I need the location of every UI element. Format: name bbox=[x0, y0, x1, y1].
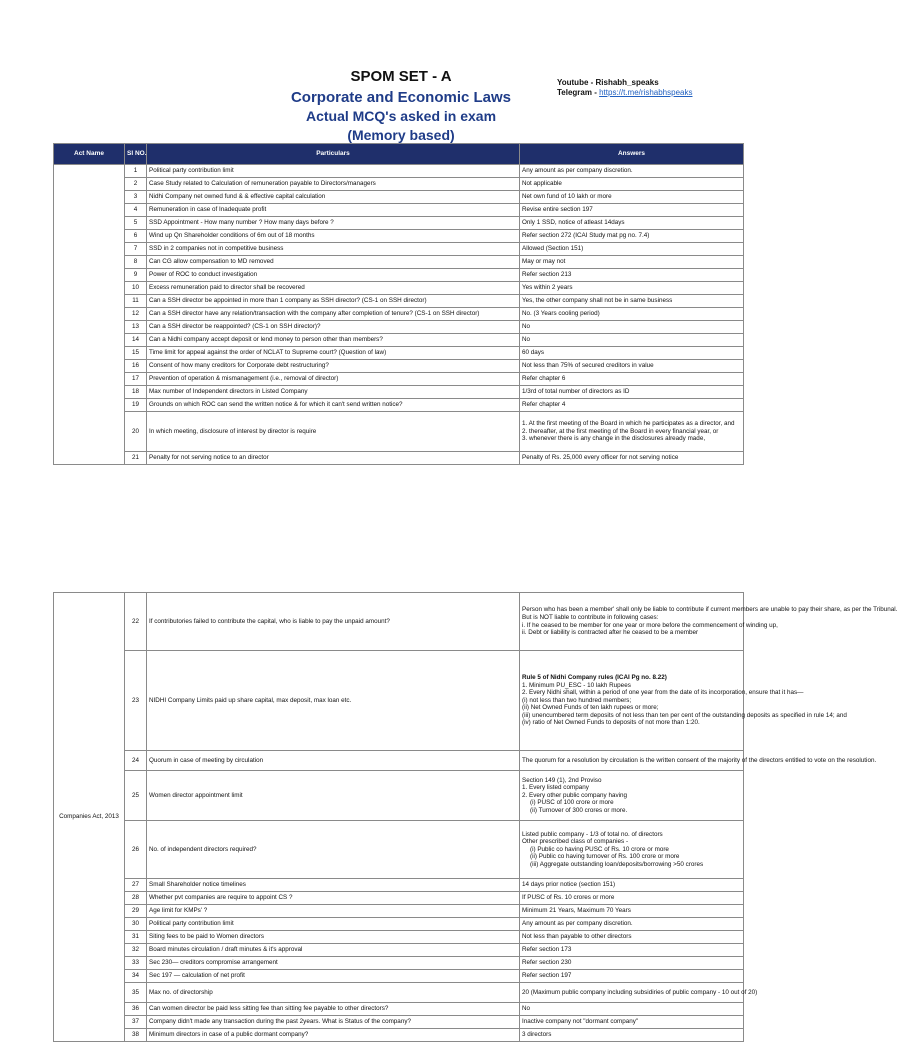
table-row bbox=[54, 452, 744, 465]
serial-number-cell: 36 bbox=[125, 1003, 147, 1016]
answer-cell bbox=[520, 879, 744, 892]
answer-cell bbox=[520, 918, 744, 931]
serial-number-cell: 5 bbox=[125, 217, 147, 230]
question-cell: No. of independent directors required? bbox=[147, 821, 520, 879]
answer-line: Refer section 213 bbox=[522, 271, 572, 279]
answer-line: (i) not less than two hundred members; bbox=[522, 696, 632, 704]
answer-line: 1. Minimum PU_ESC - 10 lakh Rupees bbox=[522, 681, 631, 689]
memory-note: (Memory based) bbox=[347, 127, 455, 143]
table-row bbox=[54, 217, 744, 230]
answer-cell bbox=[520, 944, 744, 957]
answer-cell bbox=[520, 452, 744, 465]
serial-number-cell: 8 bbox=[125, 256, 147, 269]
serial-number-cell: 11 bbox=[125, 295, 147, 308]
answer-line: 20 (Maximum public company including subsidiries of public company - 10 out of 20) bbox=[522, 988, 758, 996]
question-cell: Can women director be paid less sitting fee than sitting fee payable to other directors? bbox=[147, 1003, 520, 1016]
serial-number-cell: 29 bbox=[125, 905, 147, 918]
table-row bbox=[54, 412, 744, 452]
question-cell: Quorum in case of meeting by circulation bbox=[147, 751, 520, 771]
answer-cell bbox=[520, 347, 744, 360]
table-row bbox=[54, 905, 744, 918]
answer-line: Not applicable bbox=[522, 180, 562, 188]
serial-number-cell: 2 bbox=[125, 178, 147, 191]
answer-cell bbox=[520, 593, 897, 651]
question-cell: SSD Appointment - How many number ? How many days before ? bbox=[147, 217, 520, 230]
answer-cell bbox=[520, 230, 744, 243]
question-cell: Consent of how many creditors for Corporate debt restructuring? bbox=[147, 360, 520, 373]
question-cell: Political party contribution limit bbox=[147, 165, 520, 178]
answer-line: Listed public company - 1/3 of total no. of directors bbox=[522, 830, 663, 838]
answer-line: (i) PUSC of 100 crore or more bbox=[530, 799, 614, 807]
serial-number-cell: 14 bbox=[125, 334, 147, 347]
answer-cell bbox=[520, 771, 744, 821]
answer-line: (iii) Aggregate outstanding loan/deposits/borrowing >50 crores bbox=[530, 860, 704, 868]
answer-cell bbox=[520, 360, 744, 373]
serial-number-cell: 37 bbox=[125, 1016, 147, 1029]
answer-cell bbox=[520, 1029, 744, 1042]
serial-number-cell: 16 bbox=[125, 360, 147, 373]
serial-number-cell: 24 bbox=[125, 751, 147, 771]
question-cell: Can a SSH director be reappointed? (CS-1 on SSH director)? bbox=[147, 321, 520, 334]
table-row bbox=[54, 751, 744, 771]
answer-line: 14 days prior notice (section 151) bbox=[522, 881, 616, 889]
serial-number-cell: 23 bbox=[125, 651, 147, 751]
serial-number-cell: 26 bbox=[125, 821, 147, 879]
answer-cell bbox=[520, 334, 744, 347]
question-cell: Prevention of operation & mismanagement (i.e., removal of director) bbox=[147, 373, 520, 386]
question-cell: Siting fees to be paid to Women directors bbox=[147, 931, 520, 944]
answer-line: i. If he ceased to be member for one year or more before the commencement of winding up, bbox=[522, 621, 778, 629]
answer-line: No bbox=[522, 336, 531, 344]
serial-number-cell: 3 bbox=[125, 191, 147, 204]
table-row bbox=[54, 178, 744, 191]
question-cell: Can a Nidhi company accept deposit or lend money to person other than members? bbox=[147, 334, 520, 347]
answer-line: (ii) Public co having turnover of Rs. 100 crore or more bbox=[530, 853, 680, 861]
answer-line: Not less than payable to other directors bbox=[522, 933, 632, 941]
serial-number-cell: 17 bbox=[125, 373, 147, 386]
col-header-particulars: Particulars bbox=[147, 144, 520, 165]
answer-line: Inactive company not "dormant company" bbox=[522, 1018, 639, 1026]
serial-number-cell: 30 bbox=[125, 918, 147, 931]
answer-line: Yes within 2 years bbox=[522, 284, 573, 292]
serial-number-cell: 22 bbox=[125, 593, 147, 651]
answer-cell bbox=[520, 373, 744, 386]
answer-cell bbox=[520, 191, 744, 204]
answer-cell bbox=[520, 321, 744, 334]
table-row bbox=[54, 821, 744, 879]
table-row bbox=[54, 931, 744, 944]
answer-cell bbox=[520, 308, 744, 321]
table-row bbox=[54, 308, 744, 321]
answer-cell bbox=[520, 1003, 744, 1016]
serial-number-cell: 1 bbox=[125, 165, 147, 178]
answer-line: 1. Every listed company bbox=[522, 784, 589, 792]
table-row bbox=[54, 651, 744, 751]
table-row bbox=[54, 256, 744, 269]
serial-number-cell: 35 bbox=[125, 983, 147, 1003]
answer-cell bbox=[520, 165, 744, 178]
answer-line: The quorum for a resolution by circulation is the written consent of the majority of the directors entitled to vote on the resolution. bbox=[522, 756, 877, 764]
question-cell: Sec 197 — calculation of net profit bbox=[147, 970, 520, 983]
answer-cell bbox=[520, 386, 744, 399]
question-cell: Small Shareholder notice timelines bbox=[147, 879, 520, 892]
table-row bbox=[54, 269, 744, 282]
answer-line: May or may not bbox=[522, 258, 566, 266]
answer-line: 2. Every other public company having bbox=[522, 791, 628, 799]
answer-line: Minimum 21 Years, Maximum 70 Years bbox=[522, 907, 631, 915]
answer-line: But is NOT liable to contribute in following cases: bbox=[522, 613, 659, 621]
answer-cell bbox=[520, 269, 744, 282]
table-row bbox=[54, 944, 744, 957]
telegram-label: Telegram - bbox=[557, 88, 600, 97]
answer-line: (ii) Net Owned Funds of ten lakh rupees or more; bbox=[522, 704, 659, 712]
serial-number-cell: 12 bbox=[125, 308, 147, 321]
serial-number-cell: 6 bbox=[125, 230, 147, 243]
answer-cell bbox=[520, 1016, 744, 1029]
serial-number-cell: 13 bbox=[125, 321, 147, 334]
question-cell: Minimum directors in case of a public dormant company? bbox=[147, 1029, 520, 1042]
page-title: SPOM SET - A bbox=[350, 68, 452, 85]
answer-line: (iv) ratio of Net Owned Funds to deposits of not more than 1:20. bbox=[522, 719, 700, 727]
answer-cell bbox=[520, 243, 744, 256]
answer-cell bbox=[520, 217, 744, 230]
answer-cell bbox=[520, 651, 847, 751]
question-cell: Can a SSH director be appointed in more than 1 company as SSH director? (CS-1 on SSH director) bbox=[147, 295, 520, 308]
table-row bbox=[54, 386, 744, 399]
table-row bbox=[54, 373, 744, 386]
telegram-link[interactable]: https://t.me/rishabhspeaks bbox=[599, 88, 693, 97]
question-cell: Women director appointment limit bbox=[147, 771, 520, 821]
answer-line: Allowed (Section 151) bbox=[522, 245, 584, 253]
answer-cell bbox=[520, 931, 744, 944]
table-row bbox=[54, 295, 744, 308]
table-row bbox=[54, 879, 744, 892]
question-cell: Penalty for not serving notice to an director bbox=[147, 452, 520, 465]
serial-number-cell: 38 bbox=[125, 1029, 147, 1042]
answer-line: Penalty of Rs. 25,000 every officer for not serving notice bbox=[522, 454, 679, 462]
table-header-row bbox=[54, 144, 744, 165]
serial-number-cell: 33 bbox=[125, 957, 147, 970]
col-header-answers: Answers bbox=[520, 144, 744, 165]
answer-line: Any amount as per company discretion. bbox=[522, 167, 633, 175]
table-row bbox=[54, 957, 744, 970]
answer-cell bbox=[520, 256, 744, 269]
question-cell: Max no. of directorship bbox=[147, 983, 520, 1003]
question-cell: Nidhi Company net owned fund & & effective capital calculation bbox=[147, 191, 520, 204]
table-row bbox=[54, 282, 744, 295]
answer-line: Refer section 272 (ICAI Study mat pg no. 7.4) bbox=[522, 232, 650, 240]
answer-cell bbox=[520, 399, 744, 412]
answer-cell bbox=[520, 412, 744, 452]
answer-line: ii. Debt or liability is contracted after he ceased to be a member bbox=[522, 629, 699, 637]
answer-cell bbox=[520, 295, 744, 308]
answer-line: No. (3 Years cooling period) bbox=[522, 310, 600, 318]
telegram-line bbox=[557, 88, 692, 97]
serial-number-cell: 9 bbox=[125, 269, 147, 282]
col-header-act: Act Name bbox=[54, 144, 125, 165]
table-row bbox=[54, 399, 744, 412]
answer-line: 3. whenever there is any change in the disclosures already made, bbox=[522, 435, 706, 443]
table-row bbox=[54, 983, 744, 1003]
answer-line: 2. Every Nidhi shall, within a period of one year from the date of its incorporation, ensure that it has— bbox=[522, 689, 804, 697]
answer-line: Other prescribed class of companies - bbox=[522, 838, 629, 846]
serial-number-cell: 28 bbox=[125, 892, 147, 905]
table-row bbox=[54, 1016, 744, 1029]
answer-line: 1. At the first meeting of the Board in which he participates as a director, and bbox=[522, 420, 735, 428]
table-row bbox=[54, 191, 744, 204]
question-cell: Company didn't made any transaction during the past 2years. What is Status of the company? bbox=[147, 1016, 520, 1029]
act-name-cell bbox=[54, 165, 125, 465]
question-cell: Board minutes circulation / draft minutes & it's approval bbox=[147, 944, 520, 957]
answer-cell bbox=[520, 970, 744, 983]
serial-number-cell: 32 bbox=[125, 944, 147, 957]
answer-line: (iii) unencumbered term deposits of not less than ten per cent of the outstanding deposits as specified in rule 14; and bbox=[522, 711, 847, 719]
answer-line: Not less than 75% of secured creditors in value bbox=[522, 362, 654, 370]
table-row bbox=[54, 1003, 744, 1016]
youtube-handle: Youtube - Rishabh_speaks bbox=[557, 78, 659, 87]
answer-line: If PUSC of Rs. 10 crores or more bbox=[522, 894, 615, 902]
answer-line: Refer section 197 bbox=[522, 972, 572, 980]
serial-number-cell: 19 bbox=[125, 399, 147, 412]
answer-line: Person who has been a member' shall only be liable to contribute if current members are unable to pay their share, as per the Tribunal. bbox=[522, 606, 897, 614]
table-row bbox=[54, 321, 744, 334]
serial-number-cell: 4 bbox=[125, 204, 147, 217]
table-row bbox=[54, 918, 744, 931]
answer-line: 2. thereafter, at the first meeting of the Board in every financial year, or bbox=[522, 427, 719, 435]
question-cell: In which meeting, disclosure of interest by director is require bbox=[147, 412, 520, 452]
serial-number-cell: 31 bbox=[125, 931, 147, 944]
question-cell: Grounds on which ROC can send the written notice & for which it can't send written notice? bbox=[147, 399, 520, 412]
question-cell: Wind up Qn Shareholder conditions of 6m out of 18 months bbox=[147, 230, 520, 243]
act-name-cell: Companies Act, 2013 bbox=[54, 593, 125, 1042]
question-cell: Excess remuneration paid to director shall be recovered bbox=[147, 282, 520, 295]
table-row bbox=[54, 970, 744, 983]
answer-cell bbox=[520, 905, 744, 918]
answer-line: Rule 5 of Nidhi Company rules (ICAI Pg no. 8.22) bbox=[522, 673, 667, 681]
answer-line: No bbox=[522, 323, 531, 331]
answer-cell bbox=[520, 983, 758, 1003]
answer-line: Section 149 (1), 2nd Proviso bbox=[522, 776, 602, 784]
mcq-table-top bbox=[53, 143, 744, 465]
answer-line: Yes, the other company shall not be in same business bbox=[522, 297, 673, 305]
answer-cell bbox=[520, 751, 877, 771]
question-cell: Whether pvt companies are require to appoint CS ? bbox=[147, 892, 520, 905]
table-row bbox=[54, 347, 744, 360]
question-cell: NIDHI Company Limits paid up share capital, max deposit, max loan etc. bbox=[147, 651, 520, 751]
answer-line: 1/3rd of total number of directors as ID bbox=[522, 388, 630, 396]
answer-cell bbox=[520, 892, 744, 905]
question-cell: Can a SSH director have any relation/transaction with the company after completion of tenure? (CS-1 on SSH director) bbox=[147, 308, 520, 321]
answer-line: Refer section 230 bbox=[522, 959, 572, 967]
answer-line: (ii) Turnover of 300 crores or more. bbox=[530, 806, 628, 814]
answer-cell bbox=[520, 821, 744, 879]
answer-line: (i) Public co having PUSC of Rs. 10 crore or more bbox=[530, 845, 669, 853]
serial-number-cell: 18 bbox=[125, 386, 147, 399]
question-cell: Remuneration in case of Inadequate profit bbox=[147, 204, 520, 217]
table-row bbox=[54, 165, 744, 178]
answer-cell bbox=[520, 957, 744, 970]
question-cell: SSD in 2 companies not in competitive business bbox=[147, 243, 520, 256]
question-cell: Political party contribution limit bbox=[147, 918, 520, 931]
table-row bbox=[54, 1029, 744, 1042]
serial-number-cell: 21 bbox=[125, 452, 147, 465]
table-row bbox=[54, 360, 744, 373]
serial-number-cell: 20 bbox=[125, 412, 147, 452]
mcq-table-bottom bbox=[53, 592, 897, 1042]
subject-heading: Corporate and Economic Laws bbox=[290, 89, 512, 106]
serial-number-cell: 34 bbox=[125, 970, 147, 983]
answer-cell bbox=[520, 178, 744, 191]
table-row bbox=[54, 593, 744, 651]
answer-line: Revise entire section 197 bbox=[522, 206, 593, 214]
answer-line: Net own fund of 10 lakh or more bbox=[522, 193, 612, 201]
serial-number-cell: 10 bbox=[125, 282, 147, 295]
answer-line: No bbox=[522, 1005, 531, 1013]
table-row bbox=[54, 243, 744, 256]
col-header-sl: Sl NO. bbox=[125, 144, 147, 165]
question-cell: Age limit for KMPs' ? bbox=[147, 905, 520, 918]
answer-line: Refer chapter 4 bbox=[522, 401, 566, 409]
table-row bbox=[54, 334, 744, 347]
table-row bbox=[54, 892, 744, 905]
serial-number-cell: 15 bbox=[125, 347, 147, 360]
answer-line: Any amount as per company discretion. bbox=[522, 920, 633, 928]
question-cell: If contributories failed to contribute the capital, who is liable to pay the unpaid amount? bbox=[147, 593, 520, 651]
serial-number-cell: 7 bbox=[125, 243, 147, 256]
answer-line: 60 days bbox=[522, 349, 545, 357]
subtitle: Actual MCQ's asked in exam bbox=[305, 108, 497, 124]
answer-cell bbox=[520, 282, 744, 295]
question-cell: Sec 230— creditors compromise arrangement bbox=[147, 957, 520, 970]
answer-line: 3 directors bbox=[522, 1031, 552, 1039]
table-row bbox=[54, 771, 744, 821]
question-cell: Max number of Independent directors in Listed Company bbox=[147, 386, 520, 399]
answer-line: Refer chapter 6 bbox=[522, 375, 566, 383]
question-cell: Time limit for appeal against the order of NCLAT to Supreme court? (Question of law) bbox=[147, 347, 520, 360]
question-cell: Case Study related to Calculation of remuneration payable to Directors/managers bbox=[147, 178, 520, 191]
answer-line: Refer section 173 bbox=[522, 946, 572, 954]
answer-line: Only 1 SSD, notice of atleast 14days bbox=[522, 219, 625, 227]
table-row bbox=[54, 230, 744, 243]
serial-number-cell: 27 bbox=[125, 879, 147, 892]
question-cell: Power of ROC to conduct investigation bbox=[147, 269, 520, 282]
serial-number-cell: 25 bbox=[125, 771, 147, 821]
table-row bbox=[54, 204, 744, 217]
answer-cell bbox=[520, 204, 744, 217]
question-cell: Can CG allow compensation to MD removed bbox=[147, 256, 520, 269]
